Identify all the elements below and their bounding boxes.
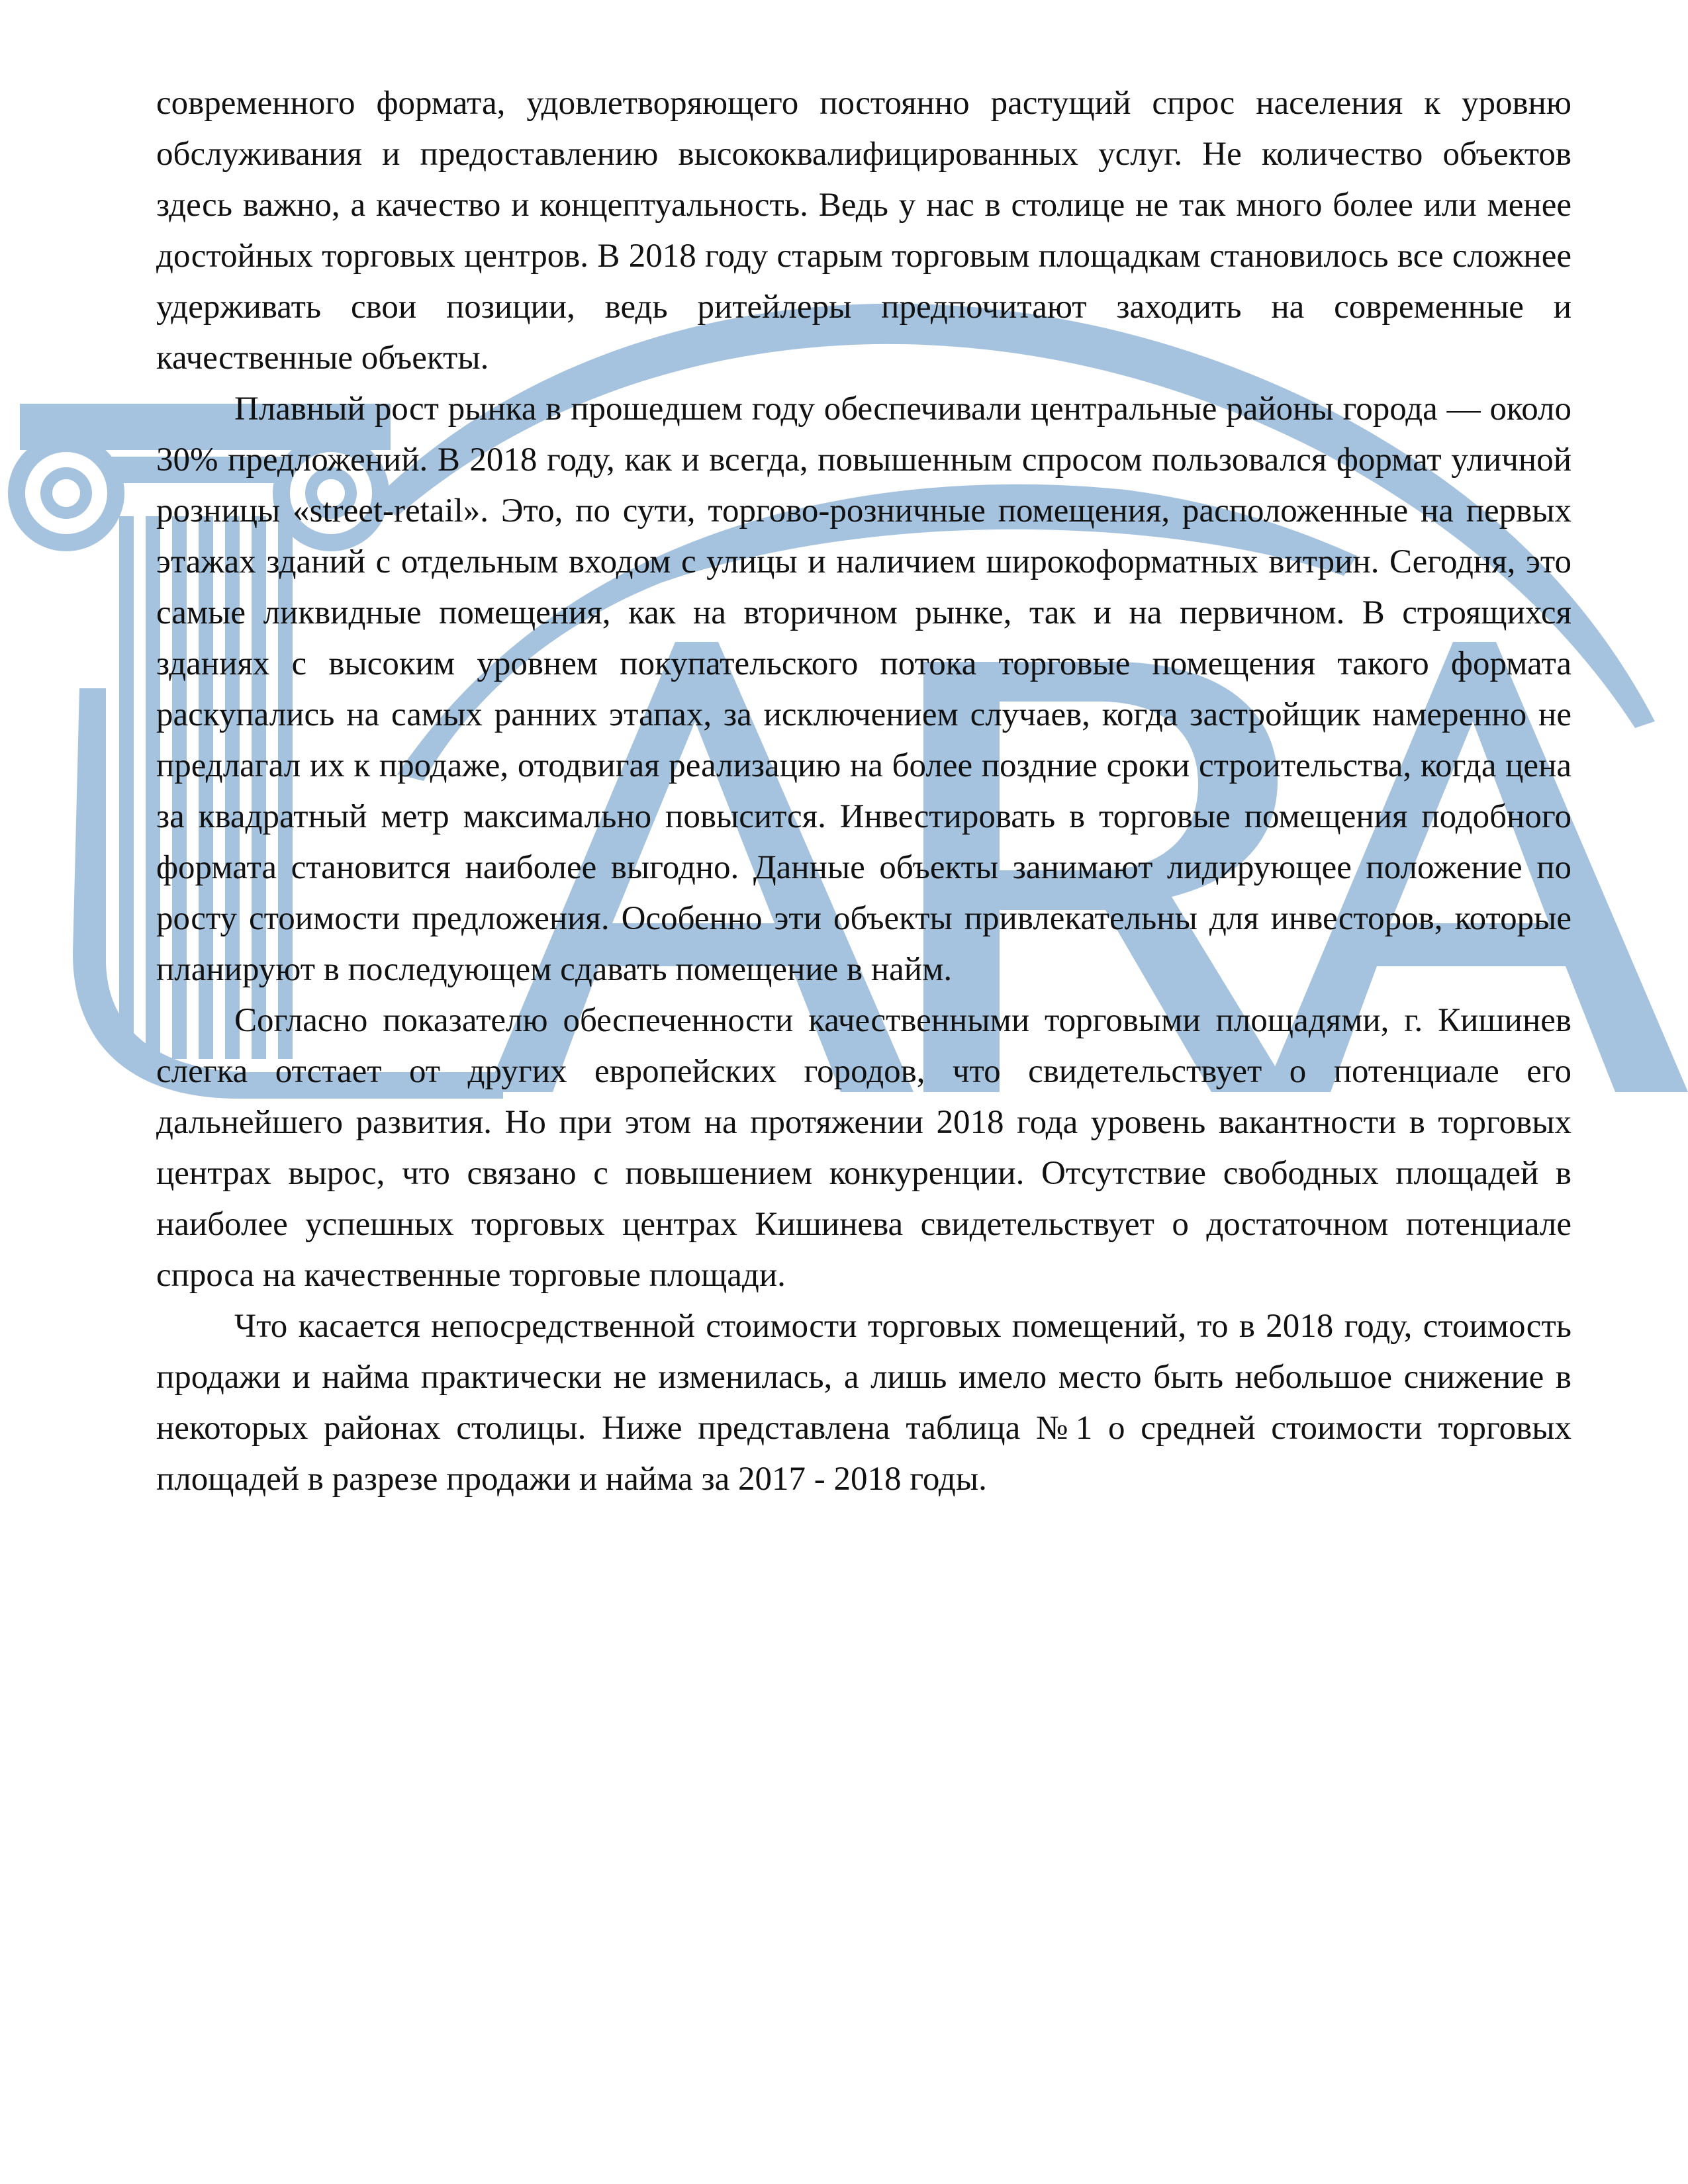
paragraph-4: Что касается непосредственной стоимости торговых помещений, то в 2018 году, стоимость продажи и найма практически не изменилась, а лишь имело место быть небольшое снижение в некоторых районах столицы. Ниже представлена таблица №1 о средней стоимости торговых площадей в разрезе продажи и найма за 2017 - 2018 годы. <box>156 1308 1571 1498</box>
paragraph-1: современного формата, удовлетворяющего постоянно растущий спрос населения к уровню обслуживания и предоставлению высококвалифицированных услуг. Не количество объектов здесь важно, а качество и концептуальность. Ведь у нас в столице не так много более или менее достойных торговых центров. В 2018 году старым торговым площадкам становилось все сложнее удерживать свои позиции, ведь ритейлеры предпочитают заходить на современные и качественные объекты. <box>156 85 1571 377</box>
document-body <box>156 78 1571 1505</box>
watermark-volute <box>17 443 116 543</box>
paragraph-2: Плавный рост рынка в прошедшем году обеспечивали центральные районы города — около 30% предложений. В 2018 году, как и всегда, повышенным спросом пользовался формат уличной розницы «street-retail». Это, по сути, торгово-розничные помещения, расположенные на первых этажах зданий с отдельным входом с улицы и наличием широкоформатных витрин. Сегодня, это самые ликвидные помещения, как на вторичном рынке, так и на первичном. В строящихся зданиях с высоким уровнем покупательского потока торговые помещения такого формата раскупались на самых ранних этапах, за исключением случаев, когда застройщик намеренно не предлагал их к продаже, отодвигая реализацию на более поздние сроки строительства, когда цена за квадратный метр максимально повысится. Инвестировать в торговые помещения подобного формата становится наиболее выгодно. Данные объекты занимают лидирующее положение по росту стоимости предложения. Особенно эти объекты привлекательны для инвесторов, которые планируют в последующем сдавать помещение в найм. <box>156 390 1571 988</box>
paragraph-3: Согласно показателю обеспеченности качественными торговыми площадями, г. Кишинев слегка отстает от других европейских городов, что свидетельствует о потенциале его дальнейшего развития. Но при этом на протяжении 2018 года уровень вакантности в торговых центрах вырос, что связано с повышением конкуренции. Отсутствие свободных площадей в наиболее успешных торговых центрах Кишинева свидетельствует о достаточном потенциале спроса на качественные торговые площади. <box>156 1002 1571 1294</box>
